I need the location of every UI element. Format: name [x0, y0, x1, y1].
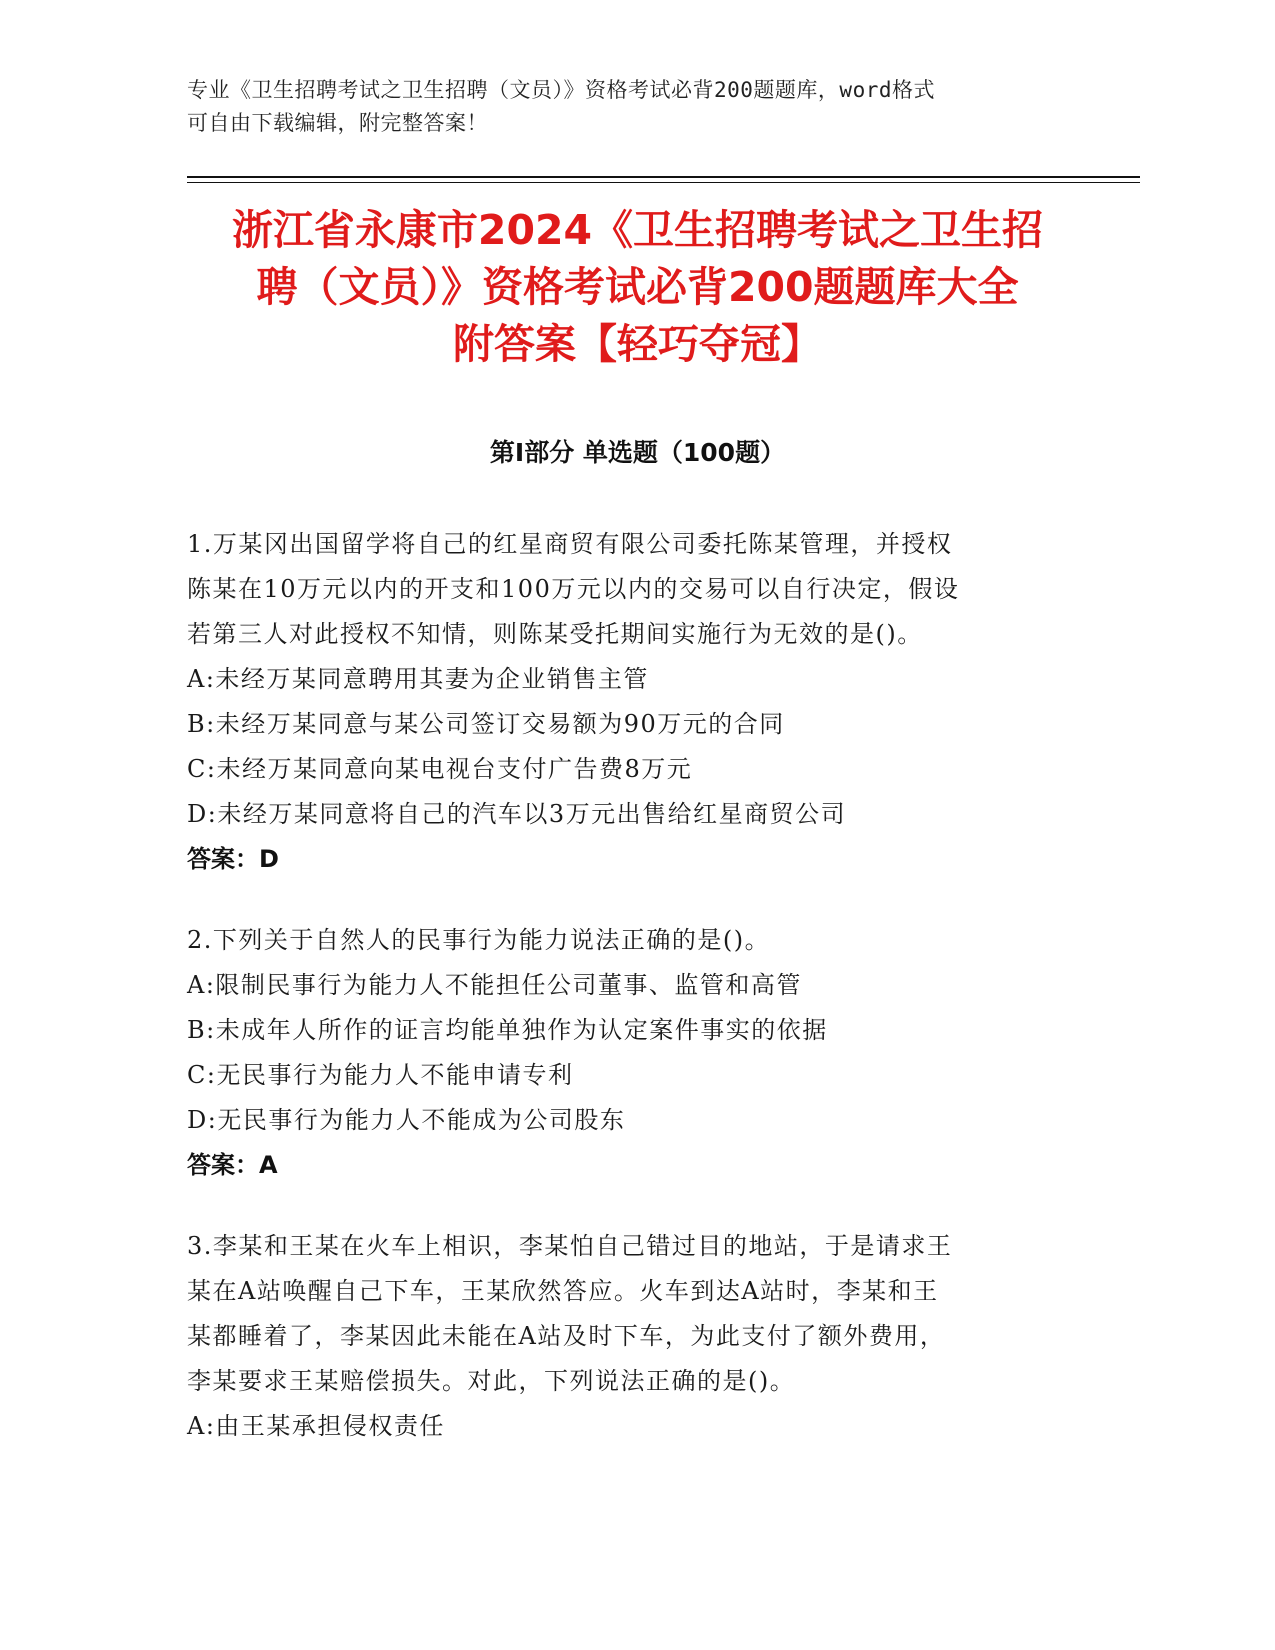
option-a: A:由王某承担侵权责任	[187, 1412, 445, 1440]
option-b: B:未经万某同意与某公司签订交易额为90万元的合同	[187, 710, 785, 738]
question-stem-line: 李某要求王某赔偿损失。对此，下列说法正确的是()。	[187, 1367, 796, 1395]
option-d: D:未经万某同意将自己的汽车以3万元出售给红星商贸公司	[187, 800, 847, 828]
document-title	[160, 202, 1115, 373]
question-1	[187, 522, 1067, 882]
header-divider-thin	[187, 182, 1140, 183]
header-note-line2: 可自由下载编辑，附完整答案！	[187, 111, 488, 135]
header-note-line1: 专业《卫生招聘考试之卫生招聘（文员）》资格考试必背200题题库，word格式	[187, 78, 935, 102]
option-b: B:未成年人所作的证言均能单独作为认定案件事实的依据	[187, 1016, 828, 1044]
header-note	[187, 74, 1087, 140]
option-c: C:未经万某同意向某电视台支付广告费8万元	[187, 755, 693, 783]
document-title-line3: 附答案【轻巧夺冠】	[453, 320, 822, 368]
question-stem-line: 2.下列关于自然人的民事行为能力说法正确的是()。	[187, 926, 771, 954]
question-list	[187, 522, 1067, 1485]
question-stem-line: 1.万某冈出国留学将自己的红星商贸有限公司委托陈某管理，并授权	[187, 530, 953, 558]
option-d: D:无民事行为能力人不能成为公司股东	[187, 1106, 626, 1134]
question-stem-line: 陈某在10万元以内的开支和100万元以内的交易可以自行决定，假设	[187, 575, 960, 603]
question-stem-line: 3.李某和王某在火车上相识，李某怕自己错过目的地站，于是请求王	[187, 1232, 953, 1260]
option-c: C:无民事行为能力人不能申请专利	[187, 1061, 574, 1089]
question-2	[187, 918, 1067, 1188]
document-title-line2: 聘（文员）》资格考试必背200题题库大全	[256, 263, 1019, 311]
question-3	[187, 1224, 1067, 1449]
option-a: A:限制民事行为能力人不能担任公司董事、监管和高管	[187, 971, 802, 999]
section-heading: 第Ⅰ部分 单选题（100题）	[489, 438, 786, 467]
answer-label: 答案：A	[187, 1151, 278, 1179]
question-stem-line: 某在A站唤醒自己下车，王某欣然答应。火车到达A站时，李某和王	[187, 1277, 939, 1305]
answer-label: 答案：D	[187, 845, 279, 873]
question-stem-line: 若第三人对此授权不知情，则陈某受托期间实施行为无效的是()。	[187, 620, 923, 648]
option-a: A:未经万某同意聘用其妻为企业销售主管	[187, 665, 649, 693]
document-title-line1: 浙江省永康市2024《卫生招聘考试之卫生招	[231, 206, 1044, 254]
question-stem-line: 某都睡着了，李某因此未能在A站及时下车，为此支付了额外费用，	[187, 1322, 946, 1350]
header-divider	[187, 176, 1140, 178]
